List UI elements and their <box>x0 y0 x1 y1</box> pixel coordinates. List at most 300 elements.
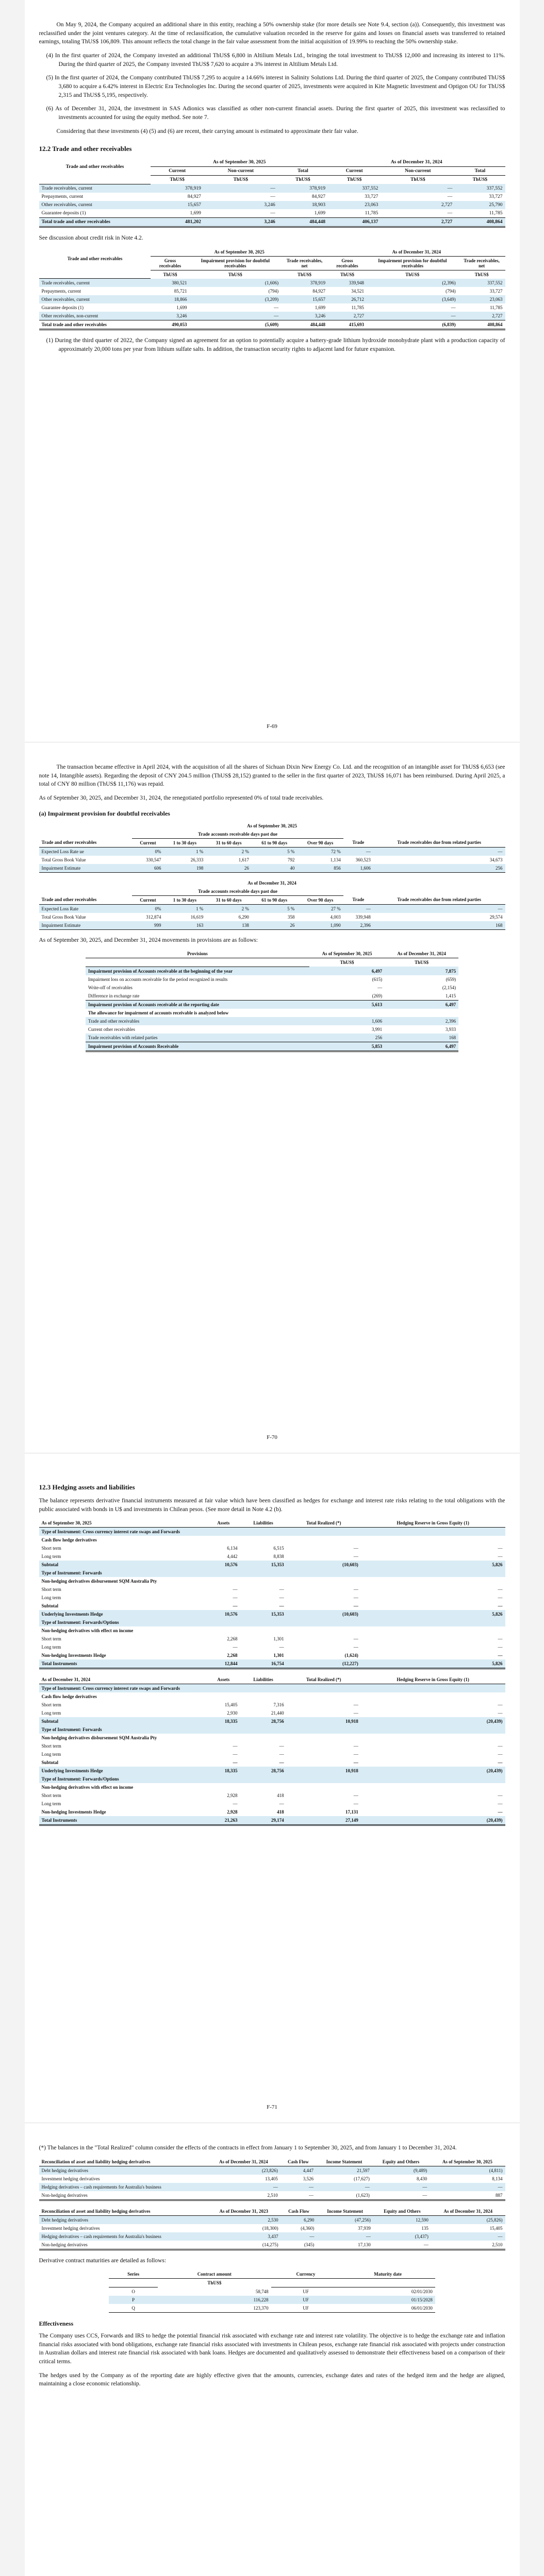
cell: — <box>279 1595 284 1601</box>
cell: (23,826) <box>207 2166 281 2175</box>
col-label: Trade and other receivables <box>67 256 123 262</box>
cell: 408,864 <box>455 217 505 227</box>
table-row <box>39 1577 505 1585</box>
col-header: Series <box>109 2270 158 2279</box>
col-header: Trade receivables due from related parties <box>373 838 505 847</box>
table-row <box>39 1651 505 1659</box>
movements-paragraph: As of September 30, 2025, and December 31, 2024 movements in provisions are as follows: <box>39 937 258 943</box>
col-header: Liabilities <box>240 1675 286 1684</box>
cell: — <box>430 2183 505 2191</box>
cell: 27,149 <box>287 1816 361 1825</box>
unit: ThUS$ <box>410 177 425 183</box>
row-label: Long term <box>41 1710 61 1716</box>
table-row <box>39 201 505 209</box>
cell: (25,826) <box>431 2215 505 2224</box>
cell: 28,756 <box>240 1717 286 1725</box>
cell: — <box>373 904 505 913</box>
cell: 10,576 <box>207 1561 240 1569</box>
row-label: Hedging derivatives – cash requirements for Australia's business <box>39 2183 207 2191</box>
cell: — <box>447 194 453 199</box>
cell <box>240 1626 286 1635</box>
cell <box>240 1618 286 1626</box>
unit: ThUS$ <box>295 177 310 183</box>
cell: (2,396) <box>367 279 458 287</box>
col-header: Liabilities <box>240 1519 286 1528</box>
cell: 5,853 <box>309 1042 385 1051</box>
cell: — <box>343 904 373 913</box>
cell: 7,875 <box>385 967 458 975</box>
table-row-total <box>39 217 505 227</box>
cell: 0% <box>132 847 163 856</box>
cell: 2,396 <box>385 1017 458 1025</box>
cell: (345) <box>281 2241 317 2250</box>
cell: 18,335 <box>207 1717 240 1725</box>
cell: 12,844 <box>207 1659 240 1669</box>
cell: (659) <box>446 976 456 982</box>
row-label: Other receivables, current <box>39 201 151 209</box>
cell <box>361 1626 505 1635</box>
row-label: Cash flow hedge derivatives <box>41 1694 97 1700</box>
cell: — <box>353 1554 358 1560</box>
page-f70 <box>25 742 520 1453</box>
cell: 16,754 <box>240 1659 286 1669</box>
cell: — <box>451 305 456 311</box>
unit: ThUS$ <box>474 272 489 277</box>
consider-paragraph: Considering that these investments (4) (5) and (6) are recent, their carrying amount is estimated to approximate their fair value. <box>56 128 358 134</box>
col-header: Current <box>151 167 203 176</box>
cell <box>207 1528 240 1536</box>
cell: 15,657 <box>151 201 203 209</box>
cell <box>361 1725 505 1734</box>
cell: — <box>353 1760 358 1766</box>
cell <box>287 1536 361 1544</box>
cell: (3,437) <box>373 2232 431 2241</box>
cell: — <box>270 194 275 199</box>
row-label: Short term <box>41 1546 61 1551</box>
table-row <box>39 2241 505 2250</box>
cell <box>287 1783 361 1791</box>
table-title: As of December 31, 2024 <box>248 880 296 886</box>
cell: 23,063 <box>458 295 505 303</box>
cell: 34,673 <box>489 857 503 862</box>
cell: 2 % <box>206 904 252 913</box>
cell: 2,396 <box>343 921 373 930</box>
row-label: Prepayments, current <box>41 289 81 294</box>
cell: — <box>498 1645 503 1650</box>
cell <box>207 1618 240 1626</box>
cell: 5 % <box>252 904 298 913</box>
cell: 28,756 <box>240 1767 286 1775</box>
cell: 6,134 <box>227 1546 238 1551</box>
row-label: Non-hedging derivatives disbursement SQM Australia Pty <box>41 1735 157 1741</box>
cell: 34,521 <box>351 289 364 294</box>
cell: 418 <box>277 1793 284 1799</box>
cell: 27 % <box>297 904 343 913</box>
cell: 10,576 <box>207 1610 240 1618</box>
cell: — <box>279 1587 284 1592</box>
cell: 2,727 <box>381 201 455 209</box>
cell: 11,785 <box>490 305 503 311</box>
cell: 1,090 <box>297 921 343 930</box>
table-row <box>39 1659 505 1669</box>
cell: — <box>233 1645 238 1650</box>
row-label: Non-hedging derivatives disbursement SQM Australia Pty <box>41 1579 157 1584</box>
col-header: 31 to 60 days <box>206 838 252 847</box>
cell: — <box>233 1603 238 1609</box>
table-row <box>39 1758 505 1767</box>
table-row <box>39 913 505 921</box>
cell: — <box>373 2241 431 2250</box>
unit: ThUS$ <box>347 177 362 183</box>
note-5: (5) In the first quarter of 2024, the Company contributed ThUS$ 7,295 to acquire a 14.66% interest in Salinity Solutions Ltd. During the third quarter of 2025, the Company contributed ThUS$ 3,680 to acquire a 6.42% interest in Electric Era Technologies Inc. During the second quarter of 2025, investments were acquired in Kite Magnetic Investment and Optigon OU for ThUS$ 2,315 and ThUS$ 5,195, respectively. <box>46 75 505 98</box>
row-label: Subtotal <box>39 1717 207 1725</box>
cell: — <box>498 1554 503 1560</box>
col-header: Non-current <box>204 167 278 176</box>
cell: 418 <box>277 1809 284 1815</box>
cell: 26 <box>252 921 298 930</box>
cell: 5,826 <box>361 1561 505 1569</box>
cell <box>207 1775 240 1783</box>
unit: ThUS$ <box>340 960 354 965</box>
cell: 2,510 <box>207 2191 281 2200</box>
cell: (794) <box>446 289 456 294</box>
cell: 3,933 <box>445 1026 456 1032</box>
row-label: Trade receivables with related parties <box>86 1033 309 1042</box>
row-label: Debt hedging derivatives <box>39 2215 207 2224</box>
cell <box>361 1692 505 1701</box>
col-header: As of December 31, 2023 <box>207 2207 281 2216</box>
page-number: F-69 <box>267 723 277 730</box>
row-label: Total Gross Book Value <box>41 914 86 920</box>
effectiveness-paragraph-1: The Company uses CCS, Forwards and IRS to hedge the potential financial risk associated with exchange rate and interest rate volatility. The objective is to hedge the exchange rate and inflation financial risks associated with bond obligations, exchange rate financial risks associated with investments in Chilean pesos, exchange rate financial risk associated with projects under construction in Australian dollars and interest rate financial risk associated with bank loans. Hedges are documented and qualitatively assessed to demonstrate their effectiveness based on a comparison of their critical terms. <box>39 2332 505 2365</box>
row-label: Investment hedging derivatives <box>41 2176 100 2181</box>
col-header: Current <box>328 167 381 176</box>
row-label: Difference in exchange rate <box>86 992 309 1001</box>
cell: 360,523 <box>355 857 371 862</box>
col-header: Assets <box>207 1519 240 1528</box>
cell <box>287 1618 361 1626</box>
table-row <box>39 1791 505 1800</box>
col-header: Total Realized (*) <box>287 1675 361 1684</box>
table-row <box>39 1536 505 1544</box>
cell: 29,174 <box>240 1816 286 1825</box>
row-label: Subtotal <box>41 1760 59 1766</box>
cell <box>361 1775 505 1783</box>
cell: 1,301 <box>273 1653 284 1658</box>
cell: (14,275) <box>207 2241 281 2250</box>
cell: 26 <box>206 864 252 873</box>
cell: (1,624) <box>344 1653 358 1658</box>
row-label: Total trade and other receivables <box>39 320 151 330</box>
cell <box>361 1734 505 1742</box>
cell: 312,874 <box>146 914 161 920</box>
table-row-total <box>86 1042 458 1051</box>
col-header: Over 90 days <box>297 895 343 904</box>
cell <box>207 1577 240 1585</box>
table-row <box>39 193 505 201</box>
cell: 3,246 <box>151 312 189 320</box>
transaction-paragraph: The transaction became effective in April 2024, with the acquisition of all the shares of Sichuan Dixin New Energy Co. Ltd. and the recognition of an intangible asset for ThUS$ 6,653 (see note 14, Intangible assets). Regarding the deposit of CNY 204.5 million (ThUS$ 28,152) granted to the seller in the first quarter of 2023, ThUS$ 16,071 has been reimbursed. During April 2025, a total of CNY 80 million (ThUS$ 11,176) was repaid. <box>39 764 505 788</box>
col-header: Gross receivables <box>151 256 189 270</box>
cell <box>287 1725 361 1734</box>
cell: (4,811) <box>430 2166 505 2175</box>
cell: 12,590 <box>373 2215 431 2224</box>
row-label: Trade and other receivables <box>86 1017 309 1025</box>
col-header: As of September 30, 2025 <box>39 1519 207 1528</box>
table-row <box>86 1033 458 1042</box>
row-label: Trade receivables, current <box>39 279 151 287</box>
cell <box>240 1528 286 1536</box>
cell <box>361 1536 505 1544</box>
table-row <box>109 2296 435 2304</box>
row-label: Short term <box>41 1793 61 1799</box>
col-header: Reconciliation of asset and liability hedging derivatives <box>39 2158 207 2166</box>
row-label: Long term <box>41 1645 61 1650</box>
cell: (10,603) <box>287 1561 361 1569</box>
table-row <box>86 1009 458 1017</box>
col-header: Impairment provision for doubtful receivables <box>189 256 281 270</box>
table-row <box>39 209 505 218</box>
row-label: Current other receivables <box>88 1026 135 1032</box>
reconciliation-table-2025 <box>39 2158 505 2201</box>
cell: 15,405 <box>489 2225 503 2231</box>
table-row <box>39 2224 505 2232</box>
row-label: Type of Instrument: Cross currency interest rate swaps and Forwards <box>39 1528 207 1536</box>
row-label: Long term <box>41 1595 61 1601</box>
cell: — <box>233 1595 238 1601</box>
col-header: Trade receivables, net <box>458 256 505 270</box>
cell: 2,727 <box>458 312 505 320</box>
cell: 378,919 <box>151 184 203 193</box>
cell: (1,606) <box>189 279 281 287</box>
cell: (615) <box>372 976 383 982</box>
cell: 2,928 <box>227 1809 238 1815</box>
cell: — <box>279 1743 284 1749</box>
cell: — <box>498 1743 503 1749</box>
cell: 5 % <box>252 847 298 856</box>
cell: 1,134 <box>330 857 341 862</box>
row-label: Total Gross Book Value <box>41 857 86 862</box>
cell: 1,606 <box>343 864 373 873</box>
row-label: Non-hedging derivatives <box>39 2191 207 2200</box>
cell: — <box>353 1793 358 1799</box>
cell: — <box>353 1752 358 1757</box>
cell: 1,699 <box>315 305 325 311</box>
table-row <box>39 1569 505 1577</box>
row-label: Long term <box>41 1801 61 1807</box>
cell: 1 % <box>164 847 206 856</box>
cell: 6,515 <box>273 1546 284 1551</box>
cell: — <box>498 1801 503 1807</box>
col-header: Hedging Reserve in Gross Equity (1) <box>361 1675 505 1684</box>
col-header: Gross receivables <box>328 256 367 270</box>
intro-paragraph: On May 9, 2024, the Company acquired an additional share in this entity, reaching a 50% ownership stake (for more details see Note 9.4, section (a)). Consequently, this investment was reclassified under the joint ventures category. At the time of reclassification, the cumulative valuation recorded in the reserve for gains and losses on financial assets was transferred to retained earnings, totaling ThUS$ 106,809. This amount reflects the total change in the fair value assessment from the initial acquisition of 19.99% to reaching the 50% ownership stake. <box>39 22 505 45</box>
hedging-paragraph: The balance represents derivative financial instruments measured at fair value which have been classified as hedges for exchange and interest rate risks relating to the total obligations with the public associated with bonds in U$ and investments in Chilean pesos. (See more detail in Note 4.2 (b). <box>39 1498 505 1513</box>
row-label: Non-hedging Investments Hedge <box>41 1809 106 1815</box>
cell: — <box>233 1752 238 1757</box>
cell <box>207 1626 240 1635</box>
col-header: Trade receivables, net <box>281 256 328 270</box>
cell: 06/01/2030 <box>340 2304 435 2313</box>
cell: 37,939 <box>358 2225 371 2231</box>
cell: 2,930 <box>227 1710 238 1716</box>
col-header: Total Realized (*) <box>287 1519 361 1528</box>
col-header: Current <box>132 838 163 847</box>
cell: (794) <box>268 289 279 294</box>
cell: 29,574 <box>489 914 503 920</box>
cell: 21,597 <box>316 2166 372 2175</box>
table-row <box>39 1709 505 1717</box>
cell: 135 <box>421 2225 428 2231</box>
cell: 15,353 <box>240 1610 286 1618</box>
cell: — <box>367 312 458 320</box>
row-label: Investment hedging derivatives <box>41 2225 100 2231</box>
cell: 168 <box>385 1033 458 1042</box>
receivables-table <box>39 158 505 228</box>
col-header: Trade <box>343 838 373 847</box>
cell: 11,785 <box>351 305 364 311</box>
col-label: Trade and other receivables <box>65 164 124 170</box>
cell: 4,442 <box>227 1554 238 1560</box>
cell: 3,246 <box>204 217 278 227</box>
cell: P <box>109 2296 158 2304</box>
cell: 792 <box>287 857 295 862</box>
cell <box>287 1684 361 1693</box>
unit: ThUS$ <box>405 272 420 277</box>
cell: 490,053 <box>151 320 189 330</box>
col-header: Total <box>278 167 328 176</box>
unit: ThUS$ <box>233 177 249 183</box>
cell <box>240 1734 286 1742</box>
cell: — <box>279 1760 284 1766</box>
cell: 378,919 <box>278 184 328 193</box>
cell: 378,919 <box>281 279 328 287</box>
table-row <box>39 1800 505 1808</box>
row-label: Short term <box>41 1636 61 1642</box>
renegotiated-paragraph: As of September 30, 2025, and December 31, 2024, the renegotiated portfolio represented 0% of total trade receivables. <box>39 795 324 802</box>
cell: — <box>233 1760 238 1766</box>
cell: — <box>372 2183 430 2191</box>
row-label: Trade receivables, current <box>39 184 151 193</box>
cell <box>361 1577 505 1585</box>
row-label: Non-hedging derivatives with effect on income <box>41 1785 134 1790</box>
col-header: Trade and other receivables <box>39 895 133 904</box>
col-header: Over 90 days <box>297 838 343 847</box>
table-row <box>39 1585 505 1594</box>
table-subtitle: Trade accounts receivable days past due <box>132 830 343 839</box>
cell: — <box>233 1801 238 1807</box>
table-row <box>39 1808 505 1816</box>
row-label: Total Instruments <box>39 1659 207 1669</box>
col-header: 61 to 90 days <box>252 895 298 904</box>
cell: — <box>233 1587 238 1592</box>
table-row <box>39 279 505 287</box>
cell: 18,866 <box>151 295 189 303</box>
section-12-2-heading: 12.2 Trade and other receivables <box>39 145 132 153</box>
cell: 337,552 <box>455 184 505 193</box>
row-label: Impairment Estimate <box>39 864 133 873</box>
cell: 8,430 <box>416 2176 427 2181</box>
table-row <box>39 1725 505 1734</box>
cell: — <box>274 305 279 311</box>
cell: 15,405 <box>224 1702 238 1708</box>
table-row <box>39 1594 505 1602</box>
table-row <box>39 904 505 913</box>
cell: — <box>372 2191 430 2200</box>
cell: 123,370 <box>158 2304 271 2313</box>
cell: (9,489) <box>372 2166 430 2175</box>
table-row <box>39 1750 505 1758</box>
cell: 18,335 <box>207 1767 240 1775</box>
impairment-heading: (a) Impairment provision for doubtful receivables <box>39 809 170 817</box>
cell: 2,727 <box>381 217 455 227</box>
unit: ThUS$ <box>163 272 177 277</box>
cell: 358 <box>287 914 295 920</box>
cell <box>287 1734 361 1742</box>
row-label: Impairment provision of Accounts receivable at the beginning of the year <box>86 967 309 975</box>
cell: 484,448 <box>281 320 328 330</box>
cell: (18,300) <box>262 2225 278 2231</box>
table-row <box>109 2287 435 2296</box>
col-header: Income Statement <box>316 2158 372 2166</box>
col-header: 61 to 90 days <box>252 838 298 847</box>
col-header: Current <box>132 895 163 904</box>
table-row <box>109 2304 435 2313</box>
cell: 2,727 <box>328 312 367 320</box>
unit: ThUS$ <box>415 960 429 965</box>
cell <box>240 1536 286 1544</box>
cell <box>361 1618 505 1626</box>
col-header: Reconciliation of asset and liability hedging derivatives <box>39 2207 207 2216</box>
row-label: Non-hedging Investments Hedge <box>41 1653 106 1658</box>
cell <box>287 1577 361 1585</box>
table-row <box>39 2183 505 2191</box>
cell: 8,838 <box>273 1554 284 1560</box>
table-row <box>39 1552 505 1561</box>
col-header: As of December 31, 2024 <box>385 950 458 958</box>
cell <box>287 1569 361 1577</box>
cell: (10,603) <box>287 1610 361 1618</box>
row-label: Cash flow hedge derivatives <box>41 1537 97 1543</box>
row-label: Other receivables, current <box>39 295 151 303</box>
col-header: Cash Flow <box>281 2207 317 2216</box>
table-row <box>39 2175 505 2183</box>
table-row <box>39 1717 505 1725</box>
cell: 3,246 <box>281 312 328 320</box>
cell: — <box>343 847 373 856</box>
row-label: Impairment provision of Accounts Receivable <box>86 1042 309 1051</box>
cell: 84,927 <box>187 194 201 199</box>
table-row <box>39 1626 505 1635</box>
cell <box>287 1692 361 1701</box>
table-row <box>39 1692 505 1701</box>
cell: (5,609) <box>189 320 281 330</box>
cell: 6,497 <box>385 1042 458 1051</box>
cell: 256 <box>373 864 505 873</box>
cell: — <box>207 2183 281 2191</box>
cell: 606 <box>132 864 163 873</box>
cell: 1,699 <box>151 209 203 218</box>
cell: 330,547 <box>146 857 161 862</box>
cell: 84,927 <box>311 194 325 199</box>
cell: 2,928 <box>227 1793 238 1799</box>
row-label: Subtotal <box>39 1561 207 1569</box>
row-label: Type of Instrument: Forwards <box>39 1569 207 1577</box>
cell: 1,617 <box>238 857 249 862</box>
cell: — <box>381 184 455 193</box>
col-header: Equity and Others <box>373 2207 431 2216</box>
cell: 481,202 <box>151 217 203 227</box>
